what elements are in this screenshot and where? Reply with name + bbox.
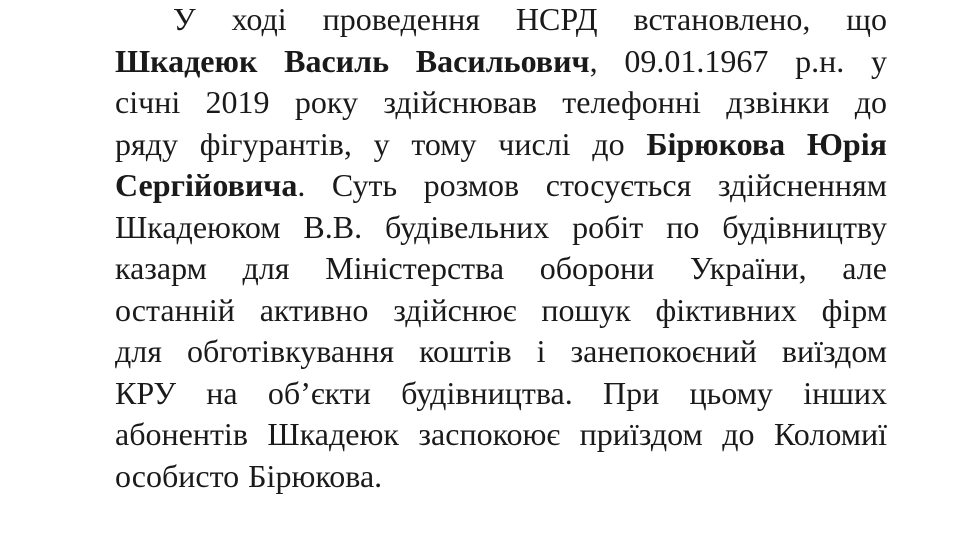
word: Суть: [331, 167, 398, 203]
word: фіктивних: [655, 291, 797, 328]
word: стосується: [545, 167, 692, 203]
word: р.н.: [795, 42, 845, 79]
word: останній: [115, 291, 235, 328]
word: Міністерства: [325, 250, 505, 286]
word: оборони: [539, 250, 655, 286]
bold-word: Шкадеюк: [115, 42, 258, 79]
bold-word: Бірюкова: [646, 125, 786, 162]
word: року: [294, 84, 358, 120]
word: будівництву: [722, 208, 887, 245]
word: При: [603, 374, 660, 411]
word: обготівкування: [186, 333, 395, 369]
word: розмов: [423, 167, 520, 203]
word: для: [242, 250, 290, 286]
word: 2019: [205, 84, 270, 120]
word: цьому: [689, 374, 773, 411]
paragraph-line: [115, 82, 887, 124]
word: телефонні: [562, 84, 701, 120]
paragraph-line: [115, 0, 887, 41]
bold-word: Васильович: [415, 42, 590, 79]
word: і: [536, 333, 546, 369]
word: Коломиї: [774, 416, 887, 452]
word: КРУ: [115, 374, 176, 411]
word: інших: [803, 374, 887, 411]
word: у: [870, 42, 887, 79]
document-paragraph: [115, 0, 887, 497]
word: здійснює: [393, 291, 517, 328]
word: здійсненням: [717, 167, 887, 203]
word: січні: [115, 84, 181, 120]
paragraph-line: [115, 456, 887, 498]
word: коштів: [419, 333, 512, 369]
word: ряду: [115, 125, 178, 162]
bold-word: Юрія: [806, 125, 887, 162]
word: Бірюкова.: [248, 457, 383, 494]
word: заспокоює: [418, 416, 561, 452]
word: будівництва.: [401, 374, 573, 411]
word: Шкадеюк: [267, 416, 399, 452]
word: В.В.: [303, 208, 363, 245]
paragraph-line: [115, 290, 887, 332]
word: У: [173, 1, 196, 37]
word-group: [416, 41, 598, 83]
word: по: [666, 208, 700, 245]
paragraph-line: [115, 124, 887, 166]
word: на: [206, 374, 238, 411]
word: Шкадеюком: [115, 208, 281, 245]
paragraph-line: [115, 414, 887, 456]
word: фігурантів,: [199, 125, 352, 162]
word: тому: [411, 125, 477, 162]
word: України,: [689, 250, 807, 286]
word: до: [854, 84, 887, 120]
word: об’єкти: [267, 374, 371, 411]
bold-word: Василь: [284, 42, 389, 79]
word: казарм: [115, 250, 207, 286]
word: пошук: [541, 291, 631, 328]
word-group: [115, 165, 305, 207]
word: до: [722, 416, 755, 452]
punctuation: .: [297, 167, 306, 203]
word: НСРД: [515, 1, 598, 37]
word: будівельних: [385, 208, 550, 245]
word: до: [592, 125, 625, 162]
word: але: [842, 250, 887, 286]
word: абонентів: [115, 416, 248, 452]
word: робіт: [572, 208, 644, 245]
paragraph-line: [115, 373, 887, 415]
word: проведення: [322, 1, 480, 37]
word: особисто: [115, 457, 240, 494]
word: активно: [259, 291, 369, 328]
word: приїздом: [579, 416, 703, 452]
word: що: [846, 1, 887, 37]
paragraph-line: [115, 41, 887, 83]
word: занепокоєний: [570, 333, 757, 369]
word: ході: [231, 1, 287, 37]
word: здійснював: [383, 84, 537, 120]
paragraph-line: [115, 207, 887, 249]
paragraph-line: [115, 331, 887, 373]
word: дзвінки: [726, 84, 830, 120]
bold-word: Сергійовича: [115, 167, 298, 203]
word: для: [115, 333, 162, 369]
word: у: [373, 125, 390, 162]
paragraph-line: [115, 165, 887, 207]
punctuation: ,: [589, 42, 598, 79]
word: встановлено,: [633, 1, 811, 37]
paragraph-line: [115, 248, 887, 290]
word: фірм: [821, 291, 887, 328]
word: виїздом: [781, 333, 887, 369]
word: 09.01.1967: [624, 42, 769, 79]
word: числі: [498, 125, 571, 162]
